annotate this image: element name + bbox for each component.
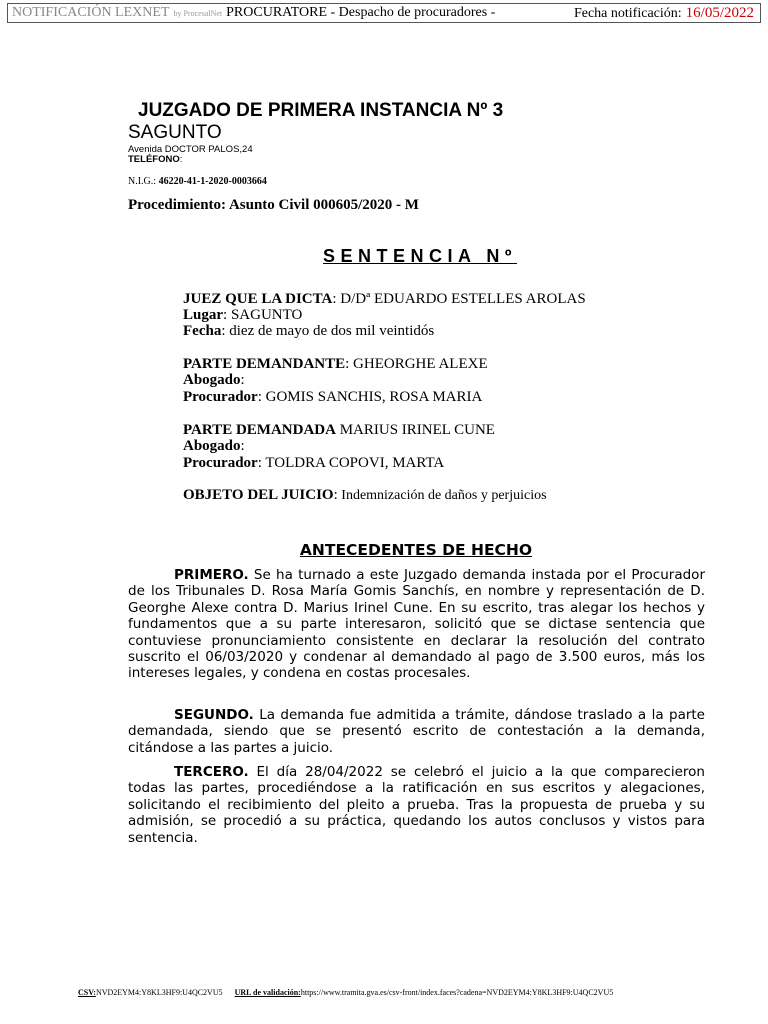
primero-label: PRIMERO. [174, 567, 249, 583]
objeto-label: OBJETO DEL JUICIO [183, 487, 334, 503]
nig-value: 46220-41-1-2020-0003664 [158, 176, 267, 187]
info-juez [183, 291, 586, 308]
url-value[interactable]: https://www.tramita.gva.es/csv-front/index.faces?cadena=NVD2EYM4:Y8KL3HF9:U4QC2VU5 [300, 988, 614, 997]
csv-value: NVD2EYM4:Y8KL3HF9:U4QC2VU5 [95, 988, 223, 997]
fecha-value: diez de mayo de dos mil veintidós [225, 323, 435, 339]
demandada-label: PARTE DEMANDADA [183, 422, 336, 438]
phone-label: TELÉFONO [128, 154, 180, 165]
info-fecha [183, 323, 434, 340]
abogado-label: Abogado [183, 438, 241, 454]
header-left [12, 5, 495, 21]
footer [78, 988, 613, 997]
lugar-value: SAGUNTO [227, 307, 303, 323]
header-system-name: NOTIFICACIÓN LEXNET [12, 5, 170, 20]
objeto-value: Indemnización de daños y perjuicios [337, 488, 547, 503]
header-date-value: 16/05/2022 [685, 5, 754, 21]
demandada-value: MARIUS IRINEL CUNE [335, 422, 495, 438]
primero-text: Se ha turnado a este Juzgado demanda instada por el Procurador de los Tribunales D. Rosa María Gomis Sanchís, en nombre y representación de D. Georghe Alexe contra D. Marius Irinel Cune. En su escrito, tras alegar los hechos y fundamentos que a su parte interesaron, solicitó que se dictase sentencia que contuviese pronunciamiento consistente en declarar la resolución del contrato suscrito el 06/03/2020 y condenar al demandado al pago de 3.500 euros, más los intereses legales, y condena en costas procesales. [128, 567, 705, 682]
notification-header [7, 3, 761, 23]
header-by-label: by ProcesalNet [173, 9, 223, 18]
header-date-label: Fecha notificación: [573, 6, 682, 21]
fecha-separator: : [221, 323, 226, 339]
segundo-text: La demanda fue admitida a trámite, dándose traslado a la parte demandada, siendo que se presentó escrito de contestación a la demanda, citándose a las partes a juicio. [128, 707, 705, 756]
court-address: Avenida DOCTOR PALOS,24 [128, 144, 253, 155]
procurador-separator: : [257, 455, 262, 471]
tercero-text: El día 28/04/2022 se celebró el juicio a la que comparecieron todas las partes, procediéndose a la ratificación en sus escritos y alegaciones, solicitando el recibimiento del pleito a prueba. Tras la propuesta de prueba y su admisión, se procedió a su práctica, quedando los autos conclusos y vistos para sentencia. [128, 764, 705, 846]
info-abogado-demandada [183, 438, 245, 455]
paragraph-primero [128, 567, 705, 682]
header-right [574, 5, 754, 22]
procedimiento: Procedimiento: Asunto Civil 000605/2020 - M [128, 197, 419, 213]
court-phone [128, 154, 182, 165]
abogado-separator: : [240, 438, 245, 454]
objeto-separator: : [333, 487, 338, 503]
lugar-separator: : [223, 307, 228, 323]
procurador-value: GOMIS SANCHIS, ROSA MARIA [261, 389, 483, 405]
abogado-separator: : [240, 372, 245, 388]
procurador-label: Procurador [183, 389, 258, 405]
demandante-label: PARTE DEMANDANTE [183, 356, 346, 372]
csv-label: CSV: [78, 988, 96, 997]
juez-label: JUEZ QUE LA DICTA [183, 291, 333, 307]
antecedentes-title: ANTECEDENTES DE HECHO [299, 541, 533, 559]
tercero-label: TERCERO. [174, 764, 249, 780]
procurador-value: TOLDRA COPOVI, MARTA [261, 455, 445, 471]
juez-value: D/Dª EDUARDO ESTELLES AROLAS [336, 291, 586, 307]
paragraph-segundo [128, 707, 705, 756]
nig-line [128, 176, 267, 187]
court-city: SAGUNTO [128, 122, 222, 143]
info-procurador-demandada [183, 455, 444, 472]
info-abogado-demandante [183, 372, 245, 389]
procurador-label: Procurador [183, 455, 258, 471]
header-procurator: PROCURATORE - Despacho de procuradores - [226, 5, 496, 20]
info-demandante [183, 356, 488, 373]
sentencia-title: SENTENCIA Nº [323, 246, 517, 266]
info-demandada [183, 422, 495, 439]
paragraph-tercero [128, 764, 705, 846]
abogado-label: Abogado [183, 372, 241, 388]
procurador-separator: : [257, 389, 262, 405]
fecha-label: Fecha [183, 323, 222, 339]
nig-label: N.I.G.: [128, 176, 157, 187]
demandante-value: GHEORGHE ALEXE [349, 356, 488, 372]
info-procurador-demandante [183, 389, 482, 406]
info-objeto [183, 487, 547, 504]
url-label: URL de validación: [234, 988, 301, 997]
lugar-label: Lugar [183, 307, 224, 323]
demandante-separator: : [345, 356, 350, 372]
info-lugar [183, 307, 302, 324]
phone-separator: : [179, 154, 183, 165]
segundo-label: SEGUNDO. [174, 707, 254, 723]
juez-separator: : [332, 291, 337, 307]
court-title: JUZGADO DE PRIMERA INSTANCIA Nº 3 [138, 100, 504, 121]
